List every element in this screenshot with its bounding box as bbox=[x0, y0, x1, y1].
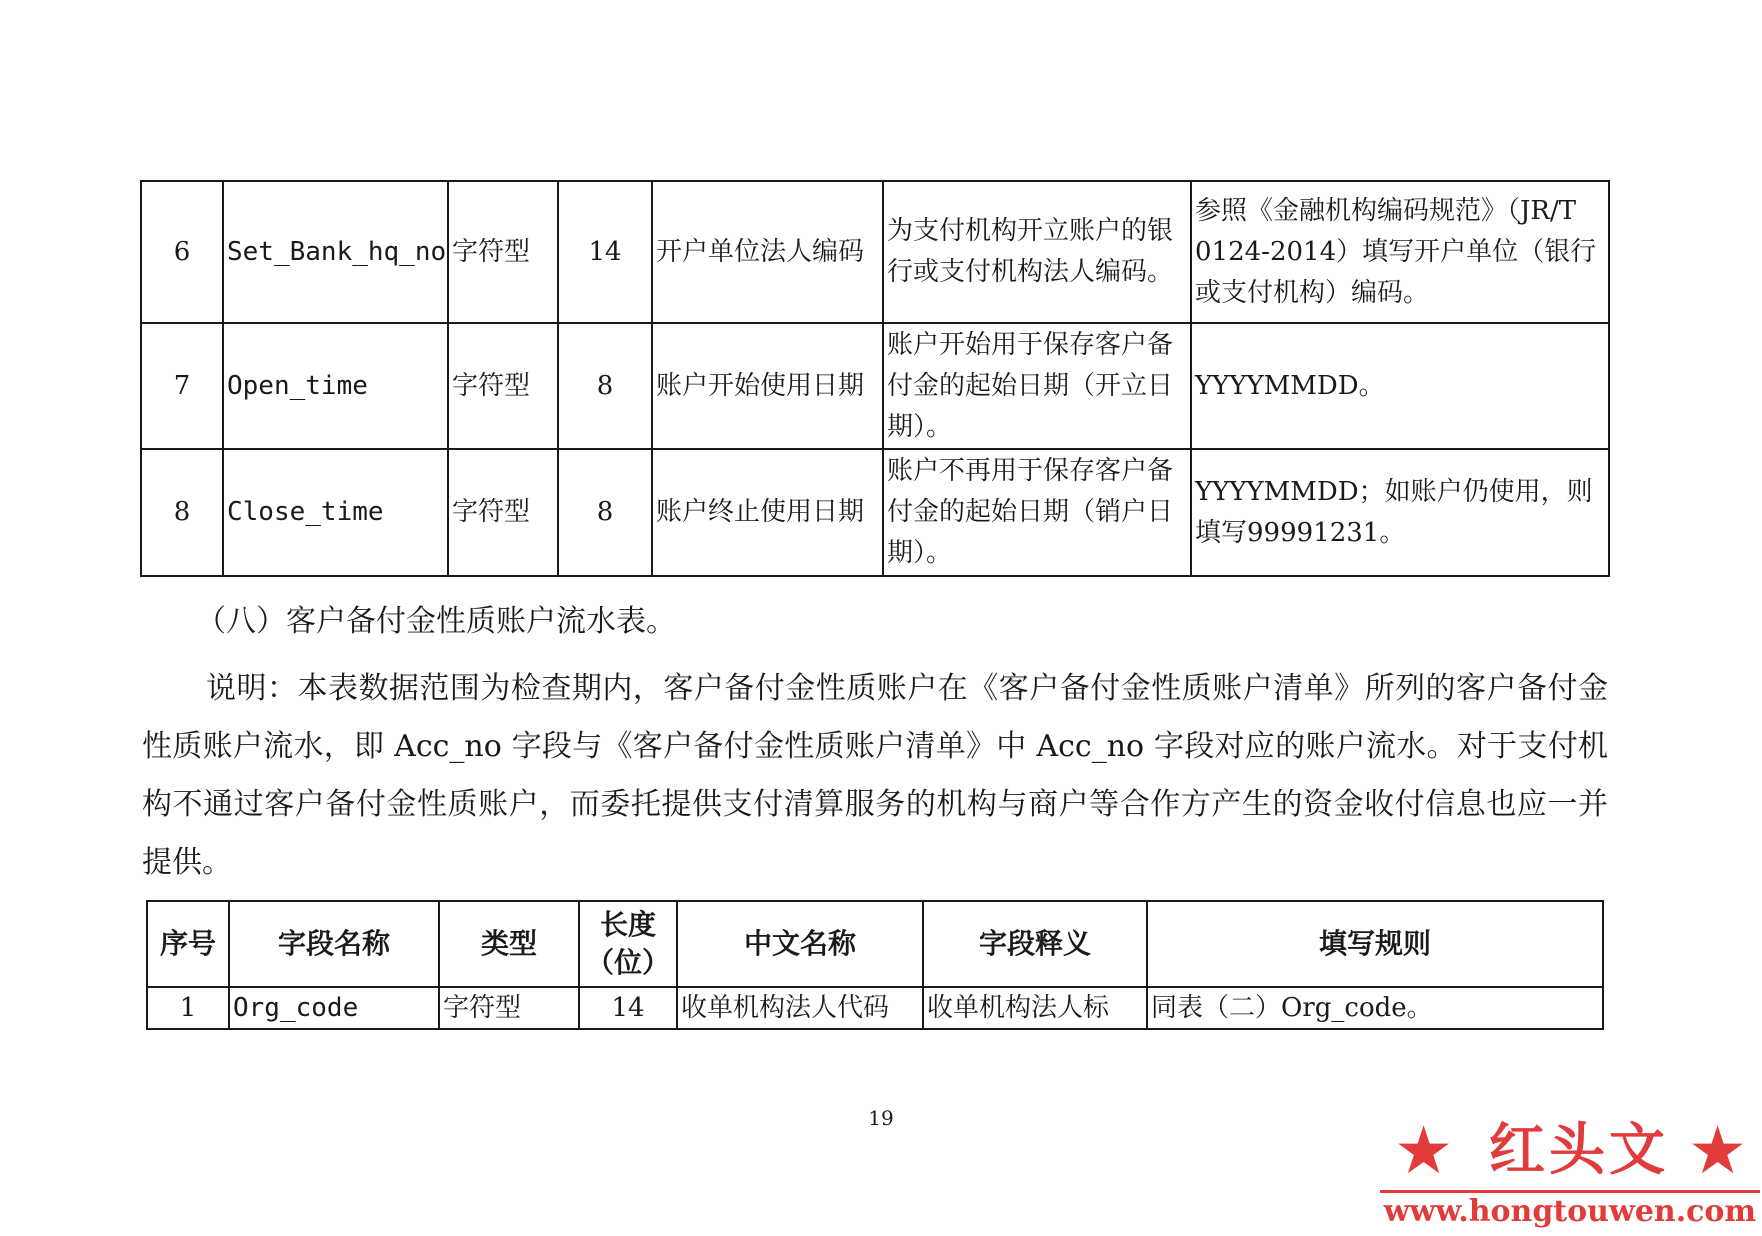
cell-cn-name: 账户开始使用日期 bbox=[652, 323, 883, 449]
cell-rule: 参照《金融机构编码规范》（JR/T 0124-2014）填写开户单位（银行或支付机构）编码。 bbox=[1191, 181, 1609, 323]
cell-cn-name: 账户终止使用日期 bbox=[652, 449, 883, 576]
cell-type: 字符型 bbox=[439, 987, 579, 1029]
header-length-line2: （位） bbox=[585, 946, 670, 979]
cell-meaning: 收单机构法人标 bbox=[923, 987, 1147, 1029]
watermark-title: 红头文 bbox=[1489, 1118, 1669, 1183]
cell-field-name: Close_time bbox=[223, 449, 448, 576]
cell-type: 字符型 bbox=[448, 181, 558, 323]
header-cn-name: 中文名称 bbox=[677, 901, 923, 987]
table-row bbox=[141, 181, 1609, 323]
cell-meaning: 账户开始用于保存客户备付金的起始日期（开立日期）。 bbox=[883, 323, 1191, 449]
cell-no: 8 bbox=[141, 449, 223, 576]
watermark-logo bbox=[1380, 1112, 1760, 1232]
cell-length: 14 bbox=[579, 987, 677, 1029]
cell-no: 7 bbox=[141, 323, 223, 449]
header-rule: 填写规则 bbox=[1147, 901, 1603, 987]
cell-field-name: Set_Bank_hq_no bbox=[223, 181, 448, 323]
field-spec-table-continued bbox=[140, 180, 1610, 577]
table-header-row bbox=[147, 901, 1603, 987]
header-type: 类型 bbox=[439, 901, 579, 987]
account-flow-table bbox=[146, 900, 1604, 1030]
cell-length: 8 bbox=[558, 449, 652, 576]
cell-cn-name: 开户单位法人编码 bbox=[652, 181, 883, 323]
watermark-divider bbox=[1380, 1190, 1760, 1193]
cell-rule: YYYYMMDD；如账户仍使用，则填写99991231。 bbox=[1191, 449, 1609, 576]
cell-rule: YYYYMMDD。 bbox=[1191, 323, 1609, 449]
table-row bbox=[141, 449, 1609, 576]
header-field-name: 字段名称 bbox=[229, 901, 439, 987]
table-row bbox=[147, 987, 1603, 1029]
header-length bbox=[579, 901, 677, 987]
cell-no: 1 bbox=[147, 987, 229, 1029]
cell-rule: 同表（二）Org_code。 bbox=[1147, 987, 1603, 1029]
cell-length: 14 bbox=[558, 181, 652, 323]
header-no: 序号 bbox=[147, 901, 229, 987]
table-row bbox=[141, 323, 1609, 449]
cell-type: 字符型 bbox=[448, 323, 558, 449]
star-icon: ★ bbox=[1394, 1112, 1454, 1189]
cell-meaning: 为支付机构开立账户的银行或支付机构法人编码。 bbox=[883, 181, 1191, 323]
cell-field-name: Org_code bbox=[229, 987, 439, 1029]
cell-meaning: 账户不再用于保存客户备付金的起始日期（销户日期）。 bbox=[883, 449, 1191, 576]
cell-no: 6 bbox=[141, 181, 223, 323]
watermark-url: www.hongtouwen.com bbox=[1383, 1194, 1757, 1229]
cell-cn-name: 收单机构法人代码 bbox=[677, 987, 923, 1029]
section-description: 说明：本表数据范围为检查期内，客户备付金性质账户在《客户备付金性质账户清单》所列的客户备付金性质账户流水，即 Acc_no 字段与《客户备付金性质账户清单》中 Acc_no 字段对应的账户流水。对于支付机构不通过客户备付金性质账户，而委托提供支付清算服务的机构与商户等合作方产生的资金收付信息也应一并提供。 bbox=[142, 671, 1608, 880]
cell-field-name: Open_time bbox=[223, 323, 448, 449]
cell-type: 字符型 bbox=[448, 449, 558, 576]
header-length-line1: 长度 bbox=[599, 908, 656, 941]
header-meaning: 字段释义 bbox=[923, 901, 1147, 987]
star-icon: ★ bbox=[1688, 1112, 1748, 1189]
cell-length: 8 bbox=[558, 323, 652, 449]
section-heading: （八）客户备付金性质账户流水表。 bbox=[196, 604, 676, 639]
page-number: 19 bbox=[868, 1106, 894, 1130]
